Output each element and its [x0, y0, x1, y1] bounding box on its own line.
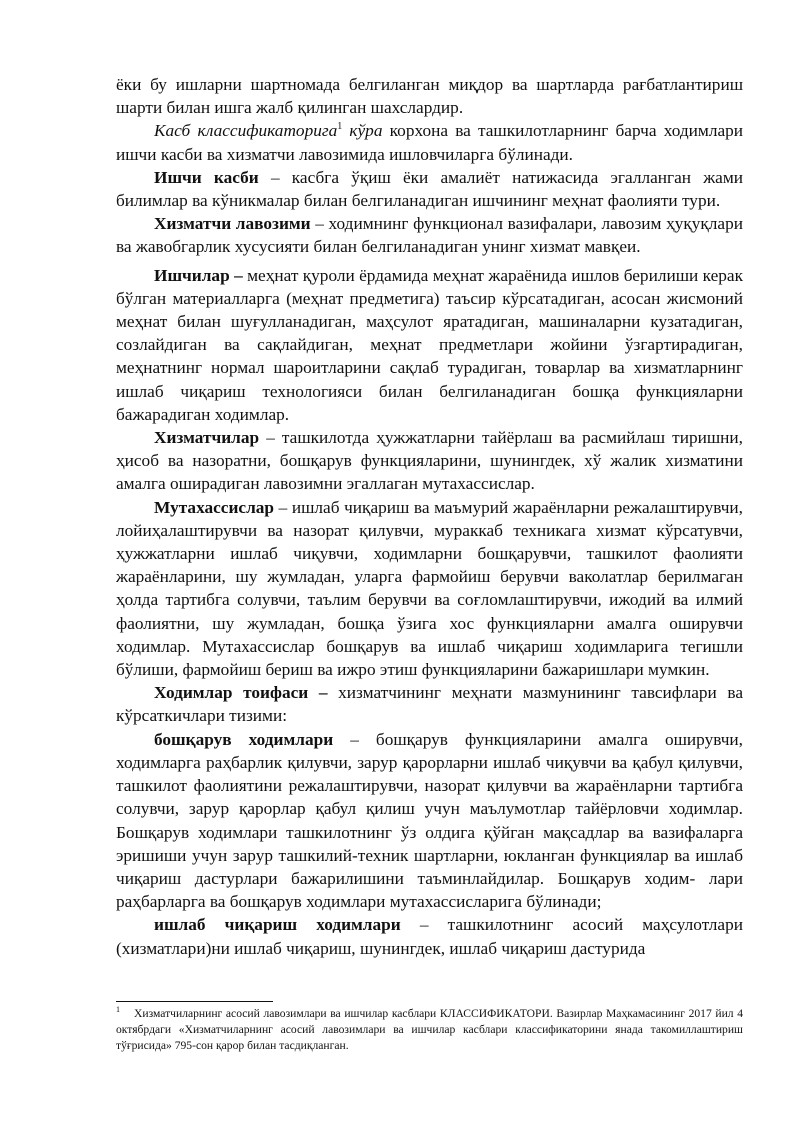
paragraph-classification	[116, 119, 743, 165]
definition-worker-profession	[116, 166, 743, 212]
definition-production-staff	[116, 913, 743, 959]
term: бошқарув ходимлари	[154, 729, 334, 749]
footnote-mark: 1	[116, 1005, 120, 1015]
definition-employees	[116, 426, 743, 496]
italic-phrase: Касб классификаторига	[154, 121, 338, 141]
term: Ишчилар –	[154, 265, 243, 285]
paragraph-continuation: ёки бу ишларни шартномада белгиланган миқдор ва шартларда рағбатлантириш шарти билан ишга жалб қилинган шахслардир.	[116, 75, 743, 118]
definition-text: – ходимнинг функционал вазифалари, лавозим ҳуқуқлари ва жавобгарлик хусусияти билан белгиланадиган унинг хизмат мавқеи.	[116, 214, 743, 257]
definition-management-staff	[116, 728, 743, 914]
footnote-text: Хизматчиларнинг асосий лавозимлари ва ишчилар касблари КЛАССИФИКАТОРИ. Вазирлар Маҳкамасининг 2017 йил 4 октябрдаги «Хизматчиларнинг асосий лавозимлари ва ишчилар касблари классификаторини янада такомиллаштириш тўғрисида» 795-сон қарор билан тасдиқланган.	[116, 1007, 743, 1053]
definition-staff-category	[116, 681, 743, 727]
term: Ходимлар тоифаси –	[154, 683, 328, 703]
italic-phrase-2: кўра	[342, 121, 383, 141]
term: ишлаб чиқариш ходимлари	[154, 915, 401, 935]
term: Ишчи касби	[154, 167, 259, 187]
footnote-separator	[116, 1001, 273, 1002]
definition-text: – бошқарув функцияларини амалга оширувчи, ходимларга раҳбарлик қилувчи, зарур қарорларни ишлаб чиқувчи ва қабул қилувчи, ташкилот фаолиятини режалаштирувчи, назорат қилувчи ва жараёнларни тартибга солувчи, зарур қарорлар қабул қилиш учун маълумотлар тайёрловчи ходимлар. Бошқарув ходимлари ташкилотнинг ўз олдига қўйган мақсадлар ва вазифаларга эришиши учун зарур ташкилий-техник шартларни, юкланган функциялар ва ишлаб чиқариш дастурлари бажарилишини таъминлайдилар. Бошқарув ходим- лари раҳбарларга ва бошқарув ходимлари мутахассисларига бўлинади;	[116, 729, 743, 912]
paragraph-text: корхона ва ташкилотларнинг барча ходимлари ишчи касби ва хизматчи лавозимида ишловчиларга бўлинади.	[116, 121, 744, 164]
definition-specialists	[116, 496, 743, 682]
footnote	[116, 1006, 743, 1055]
definition-text: – ишлаб чиқариш ва маъмурий жараёнларни режалаштирувчи, лойиҳалаштирувчи ва назорат қилувчи, мураккаб техникага хизмат кўрсатувчи, ҳужжатларни ишлаб чиқувчи, ходимларни бошқарувчи, ташкилот фаолияти жараёнларини, шу жумладан, уларга фармойиш берувчи ваколатлар берилмаган ҳолда тартибга солувчи, таълим берувчи ва соғломлаштирувчи, ижодий ва илмий фаолиятни, шу жумладан, бошқа ўзига хос функцияларни амалга оширувчи ходимлар. Мутахассислар бошқарув ва ишлаб чиқариш ходимларига тегишли бўлиши, фармойиш бериш ва ижро этиш функцияларини бажаришлари мумкин.	[116, 497, 743, 680]
definition-workers	[116, 264, 743, 426]
definition-text: хизматчининг меҳнати мазмунининг тавсифлари ва кўрсаткичлари тизими:	[116, 683, 743, 726]
definition-text: – касбга ўқиш ёки амалиёт натижасида эгалланган жами билимлар ва кўникмалар билан белгиланадиган ишчининг меҳнат фаолияти тури.	[116, 167, 744, 211]
definition-text: меҳнат қуроли ёрдамида меҳнат жараёнида ишлов берилиши керак бўлган материалларга (меҳнат предметига) таъсир кўрсатадиган, асосан жисмоний меҳнат билан шуғулланадиган, маҳсулот яратадиган, машиналарни кузатадиган, созлайдиган ва сақлайдиган, меҳнат предметлари жойини ўзгартирадиган, меҳнатнинг нормал шароитларини сақлаб турадиган, товарлар ва хизматларнинг ишлаб чиқариш технологияси билан белгиланадиган бошқа функцияларни бажарадиган ходимлар.	[116, 265, 743, 424]
footnote-reference[interactable]: 1	[337, 121, 343, 133]
definition-employee-position	[116, 212, 743, 258]
term: Мутахассислар	[154, 497, 275, 517]
term: Хизматчи лавозими	[154, 214, 311, 234]
term: Хизматчилар	[154, 428, 260, 448]
body-text	[116, 73, 743, 960]
definition-text: – ташкилотда ҳужжатларни тайёрлаш ва расмийлаш тиришни, ҳисоб ва назоратни, бошқарув функцияларини, шунингдек, хў жалик хизматини амалга оширадиган лавозимни эгаллаган мутахассислар.	[116, 428, 743, 494]
definition-text: – ташкилотнинг асосий маҳсулотлари (хизматлари)ни ишлаб чиқариш, шунингдек, ишлаб чиқариш дастурида	[116, 915, 743, 958]
